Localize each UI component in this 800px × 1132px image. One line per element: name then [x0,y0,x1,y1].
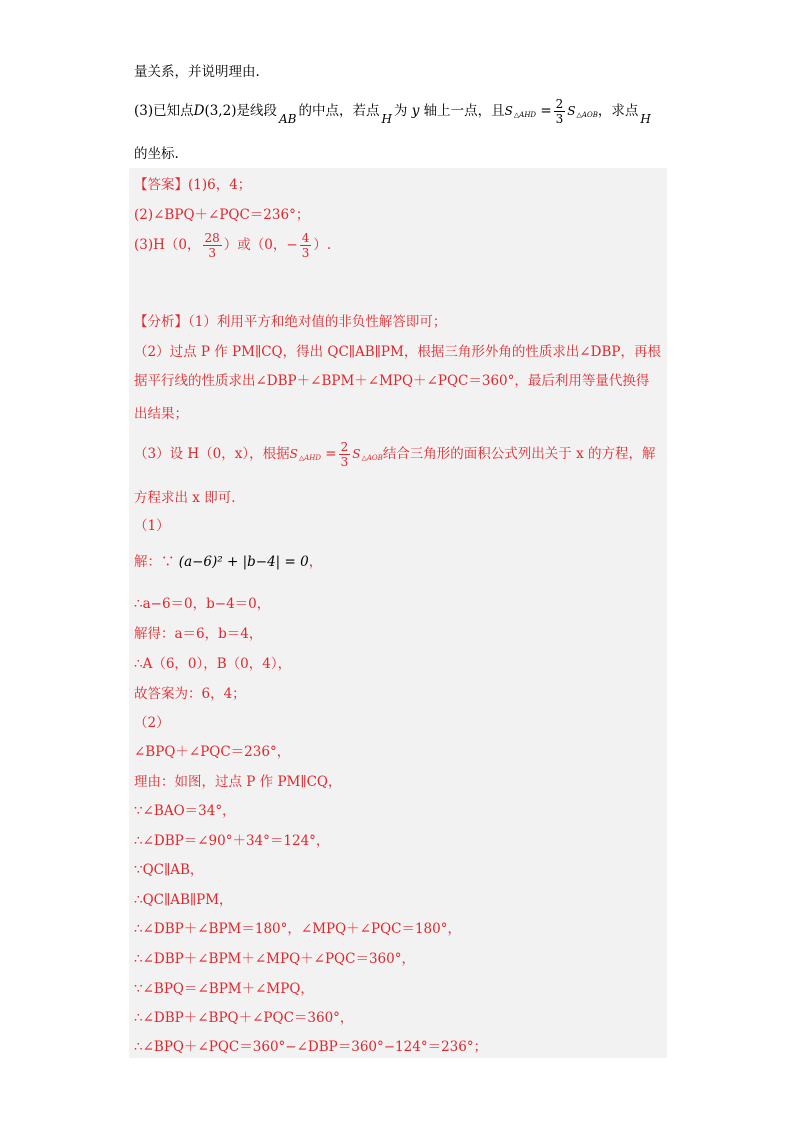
solution-text: 解：∵ [134,554,175,570]
solution-text: ， [308,554,323,570]
question-text: 的中点，若点 [298,103,380,119]
analysis-text: （3）设 H（0，x），根据 [134,446,290,462]
fraction-numerator: 28 [204,231,220,245]
analysis-line-4: 出结果； [134,406,188,422]
fraction-numerator: 2 [340,440,349,454]
analysis-line-5 [134,440,656,469]
solution-line: ∴A（6，0），B（0，4）， [134,656,292,672]
solution-line: 故答案为：6，4； [134,686,246,702]
area-subscript: △AHD [298,454,321,462]
fraction-denominator: 3 [340,455,349,469]
equation: (a−6)² + |b−4| = 0 [178,554,309,570]
fraction-denominator: 3 [208,246,216,260]
fraction [203,231,222,260]
solution-line: ∴∠DBP＋∠BPM＋∠MPQ＋∠PQC＝360°， [134,951,415,967]
point-D: D [193,103,205,119]
solution-line: ∴∠DBP＋∠BPM＝180°，∠MPQ＋∠PQC＝180°， [134,921,461,937]
solution-line: ∴∠DBP＋∠BPQ＋∠PQC＝360°， [134,1010,354,1026]
point-H: H [381,112,392,126]
analysis-line-3: 据平行线的性质求出∠DBP＋∠BPM＋∠MPQ＋∠PQC＝360°，最后利用等量代换得 [134,373,650,389]
answer-line-3 [134,231,331,260]
question-text: 是线段 [236,103,277,119]
solution-line: （2） [134,715,170,731]
solution-line: ∴QC∥AB∥PM， [134,892,233,908]
answer-text: ）或（0，− [223,237,298,253]
fraction [554,97,566,126]
area-subscript: △AHD [513,111,537,119]
answer-line-2: (2)∠BPQ＋∠PQC＝236°； [134,207,310,223]
point-coord: (3,2) [204,103,237,119]
answer-text: ）. [313,237,332,253]
solution-line: 理由：如图，过点 P 作 PM∥CQ， [134,774,342,790]
fraction [339,440,351,469]
solution-line [134,553,322,571]
solution-line: （1） [134,518,170,534]
question-line-2 [134,97,653,128]
fraction [300,231,312,260]
segment-AB: AB [278,112,297,126]
solution-line: ∵QC∥AB， [134,862,204,878]
point-H: H [640,112,651,126]
area-symbol: S [504,104,513,118]
equals-sign: = [540,103,552,119]
question-line-1: 量关系，并说明理由. [134,64,260,80]
analysis-text: 结合三角形的面积公式列出关于 x 的方程，解 [382,446,656,462]
area-symbol: S [567,104,576,118]
solution-line: ∴∠BPQ＋∠PQC＝360°−∠DBP＝360°−124°＝236°； [134,1039,488,1055]
equals-sign: = [325,446,337,462]
answer-text: (3)H（0， [134,237,201,253]
fraction-denominator: 3 [301,246,310,260]
question-text: 轴上一点，且 [423,103,505,119]
solution-line: ∵∠BAO＝34°， [134,803,236,819]
analysis-line-1: 【分析】（1）利用平方和绝对值的非负性解答即可； [134,314,447,330]
fraction-numerator: 4 [301,231,310,245]
question-line-3: 的坐标. [134,146,179,162]
solution-line: ∵∠BPQ＝∠BPM＋∠MPQ， [134,981,314,997]
question-text: (3)已知点 [134,103,194,119]
analysis-line-2: （2）过点 P 作 PM∥CQ，得出 QC∥AB∥PM，根据三角形外角的性质求出∠DBP，再根 [134,344,661,360]
solution-line: 解得：a＝6，b＝4， [134,626,263,642]
question-text: 为 [393,103,408,119]
question-text: ，求点 [597,103,639,119]
axis-y: y [411,103,420,119]
solution-line: ∠BPQ＋∠PQC＝236°， [134,744,291,760]
area-symbol: S [289,447,298,461]
answer-line-1: 【答案】(1)6，4； [134,177,252,193]
fraction-numerator: 2 [555,97,564,111]
area-subscript: △AOB [576,111,598,119]
fraction-denominator: 3 [555,112,564,126]
solution-line: ∴a−6＝0，b−4＝0， [134,596,271,612]
area-subscript: △AOB [361,454,383,462]
solution-line: ∴∠DBP＝∠90°＋34°＝124°， [134,833,330,849]
analysis-line-6: 方程求出 x 即可. [134,490,236,506]
area-symbol: S [352,447,361,461]
